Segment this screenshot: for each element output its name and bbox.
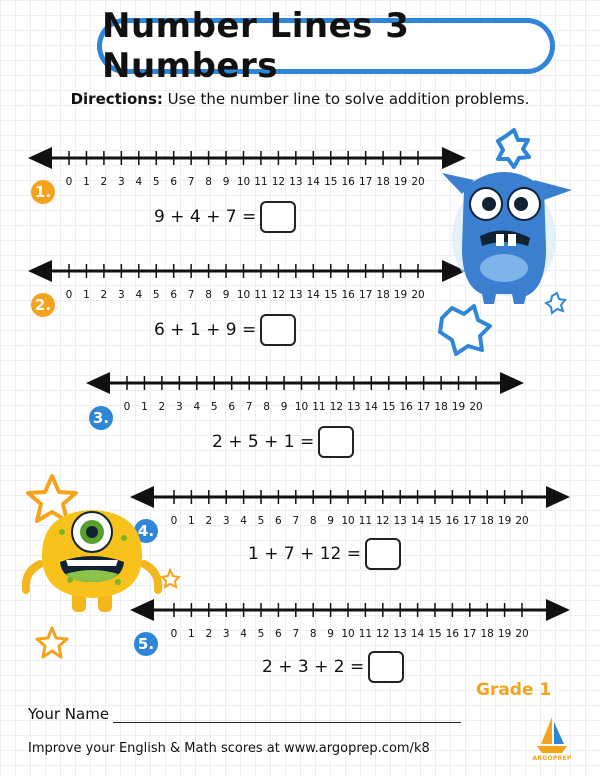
tick-label: 17: [463, 628, 477, 640]
star-small-outline-icon: [546, 293, 565, 313]
tick-label: 20: [411, 289, 425, 301]
tick-label: 20: [515, 515, 529, 527]
tick-label: 11: [254, 289, 268, 301]
tick-label: 7: [292, 515, 300, 527]
tick-label: 17: [358, 289, 373, 301]
page-title: Number Lines 3 Numbers: [102, 6, 410, 86]
answer-box-2[interactable]: [260, 314, 296, 346]
number-line-2: [28, 259, 458, 307]
problem-2: [154, 314, 296, 346]
tick-label: 0: [123, 401, 131, 413]
name-field[interactable]: [113, 706, 461, 723]
title-banner-inner: [102, 6, 550, 86]
name-row: [28, 705, 461, 723]
problem-badge-4: 4.: [134, 519, 158, 543]
tick-label: 11: [358, 515, 373, 527]
star-medium-outline-icon: [37, 628, 67, 657]
tick-label: 9: [222, 176, 230, 188]
tick-label: 11: [358, 628, 373, 640]
tick-label: 14: [410, 515, 425, 527]
number-line-4: [130, 485, 560, 533]
tick-label: 14: [410, 628, 425, 640]
tick-label: 3: [176, 401, 183, 413]
tick-label: 18: [434, 401, 448, 413]
directions-label: Directions:: [70, 90, 163, 108]
directions: [0, 90, 600, 108]
arrow-right-icon: [500, 372, 524, 394]
tick-label: 2: [205, 515, 213, 527]
tick-label: 12: [271, 176, 286, 188]
problem-4: [248, 538, 401, 570]
tick-label: 2: [158, 401, 166, 413]
yellow-monster-illustration: [22, 472, 182, 662]
tick-label: 10: [236, 289, 251, 301]
tick-label: 20: [469, 401, 483, 413]
tick-label: 14: [306, 289, 320, 301]
tick-label: 4: [193, 401, 201, 413]
name-label: Your Name: [28, 705, 110, 723]
arrow-left-icon: [28, 147, 52, 169]
tick-label: 1: [188, 628, 195, 640]
answer-box-4[interactable]: [365, 538, 401, 570]
tick-label: 5: [257, 628, 265, 640]
arrow-right-icon: [546, 486, 570, 508]
argoprep-logo: [532, 714, 572, 764]
tick-label: 4: [135, 176, 143, 188]
tick-label: 10: [341, 628, 355, 640]
tick-label: 5: [210, 401, 218, 413]
problem-badge-2: 2.: [31, 293, 55, 317]
problem-badge-1: 1.: [31, 180, 55, 204]
tick-label: 15: [428, 628, 442, 640]
tick-label: 9: [327, 628, 334, 640]
tick-label: 1: [141, 401, 148, 413]
tick-label: 13: [393, 628, 407, 640]
tick-label: 3: [118, 176, 125, 188]
tick-label: 18: [480, 515, 494, 527]
tick-label: 15: [428, 515, 442, 527]
tick-label: 10: [341, 515, 355, 527]
tick-label: 16: [445, 515, 460, 527]
tick-label: 6: [275, 628, 282, 640]
tick-label: 1: [188, 515, 195, 527]
tick-label: 8: [309, 515, 317, 527]
tick-label: 0: [170, 628, 178, 640]
tick-label: 1: [83, 176, 90, 188]
arrow-left-icon: [28, 260, 52, 282]
tick-label: 5: [152, 289, 160, 301]
tick-label: 3: [222, 515, 230, 527]
tick-label: 2: [205, 628, 213, 640]
tick-label: 8: [263, 401, 270, 413]
star-small-outline-icon: [162, 570, 179, 587]
directions-text: Use the number line to solve addition problems.: [167, 90, 530, 108]
tick-label: 8: [309, 628, 317, 640]
star-large-outline-icon: [440, 306, 490, 354]
tick-label: 6: [275, 515, 282, 527]
star-outline-icon: [498, 130, 529, 167]
tick-label: 18: [480, 628, 494, 640]
problem-3: [212, 426, 354, 458]
tick-label: 20: [411, 176, 425, 188]
answer-box-3[interactable]: [318, 426, 354, 458]
tick-label: 4: [240, 515, 247, 527]
tick-label: 16: [445, 628, 460, 640]
tick-label: 19: [393, 289, 408, 301]
tick-label: 4: [240, 628, 247, 640]
tick-label: 12: [329, 401, 344, 413]
problem-4-equation: 1 + 7 + 12 =: [248, 544, 362, 564]
tick-label: 1: [83, 289, 90, 301]
tick-label: 9: [222, 289, 230, 301]
tick-label: 9: [327, 515, 334, 527]
tick-label: 16: [341, 176, 355, 188]
tick-label: 18: [376, 289, 390, 301]
tick-label: 16: [341, 289, 355, 301]
tick-label: 18: [376, 176, 390, 188]
title-banner: [97, 6, 555, 86]
tick-label: 0: [65, 176, 73, 188]
answer-box-5[interactable]: [368, 651, 404, 683]
tick-label: 0: [170, 515, 178, 527]
number-line-1: [28, 146, 458, 194]
tick-label: 5: [152, 176, 160, 188]
problem-3-equation: 2 + 5 + 1 =: [212, 432, 315, 452]
tick-label: 9: [280, 401, 288, 413]
problem-2-equation: 6 + 1 + 9 =: [154, 320, 257, 340]
tick-label: 11: [312, 401, 326, 413]
tick-label: 3: [222, 628, 230, 640]
tick-label: 17: [416, 401, 431, 413]
tick-label: 15: [324, 289, 338, 301]
tick-label: 10: [294, 401, 309, 413]
arrow-left-icon: [86, 372, 110, 394]
tick-label: 13: [347, 401, 361, 413]
blue-monster-illustration: [434, 128, 584, 358]
problem-badge-5: 5.: [134, 632, 158, 656]
tick-label: 7: [187, 176, 195, 188]
tick-label: 10: [236, 176, 251, 188]
tick-label: 6: [170, 289, 178, 301]
tick-label: 19: [497, 628, 512, 640]
tick-label: 19: [451, 401, 466, 413]
tick-label: 7: [292, 628, 300, 640]
problem-5-equation: 2 + 3 + 2 =: [262, 657, 365, 677]
tick-label: 7: [187, 289, 195, 301]
sailboat-icon: [532, 714, 572, 756]
tick-label: 2: [100, 176, 108, 188]
tick-label: 8: [205, 289, 212, 301]
tick-label: 5: [257, 515, 265, 527]
tick-label: 14: [364, 401, 378, 413]
tick-label: 8: [205, 176, 212, 188]
answer-box-1[interactable]: [260, 201, 296, 233]
problem-badge-3: 3.: [89, 406, 113, 430]
tick-label: 13: [393, 515, 407, 527]
tick-label: 4: [135, 289, 143, 301]
tick-label: 6: [228, 401, 236, 413]
tick-label: 12: [376, 628, 390, 640]
tick-label: 12: [271, 289, 286, 301]
tick-label: 19: [393, 176, 408, 188]
tick-label: 15: [324, 176, 338, 188]
grade-label: Grade 1: [476, 680, 552, 700]
tick-label: 16: [399, 401, 413, 413]
number-line-3: [86, 371, 516, 419]
tick-label: 15: [382, 401, 396, 413]
tick-label: 7: [245, 401, 253, 413]
number-line-5: [130, 598, 560, 646]
tick-label: 19: [497, 515, 512, 527]
problem-1-equation: 9 + 4 + 7 =: [154, 207, 257, 227]
tick-label: 12: [376, 515, 390, 527]
tick-label: 11: [254, 176, 268, 188]
tick-label: 13: [289, 176, 303, 188]
arrow-right-icon: [546, 599, 570, 621]
tick-label: 20: [515, 628, 529, 640]
tick-label: 13: [289, 289, 303, 301]
tick-label: 17: [358, 176, 373, 188]
tick-label: 14: [306, 176, 320, 188]
tick-label: 17: [463, 515, 477, 527]
problem-5: [262, 651, 404, 683]
footer-text: Improve your English & Math scores at www.argoprep.com/k8: [28, 741, 430, 756]
tick-label: 0: [65, 289, 73, 301]
tick-label: 2: [100, 289, 108, 301]
problem-1: [154, 201, 296, 233]
tick-label: 3: [118, 289, 125, 301]
tick-label: 6: [170, 176, 178, 188]
logo-text: ARGOPREP: [532, 755, 572, 762]
